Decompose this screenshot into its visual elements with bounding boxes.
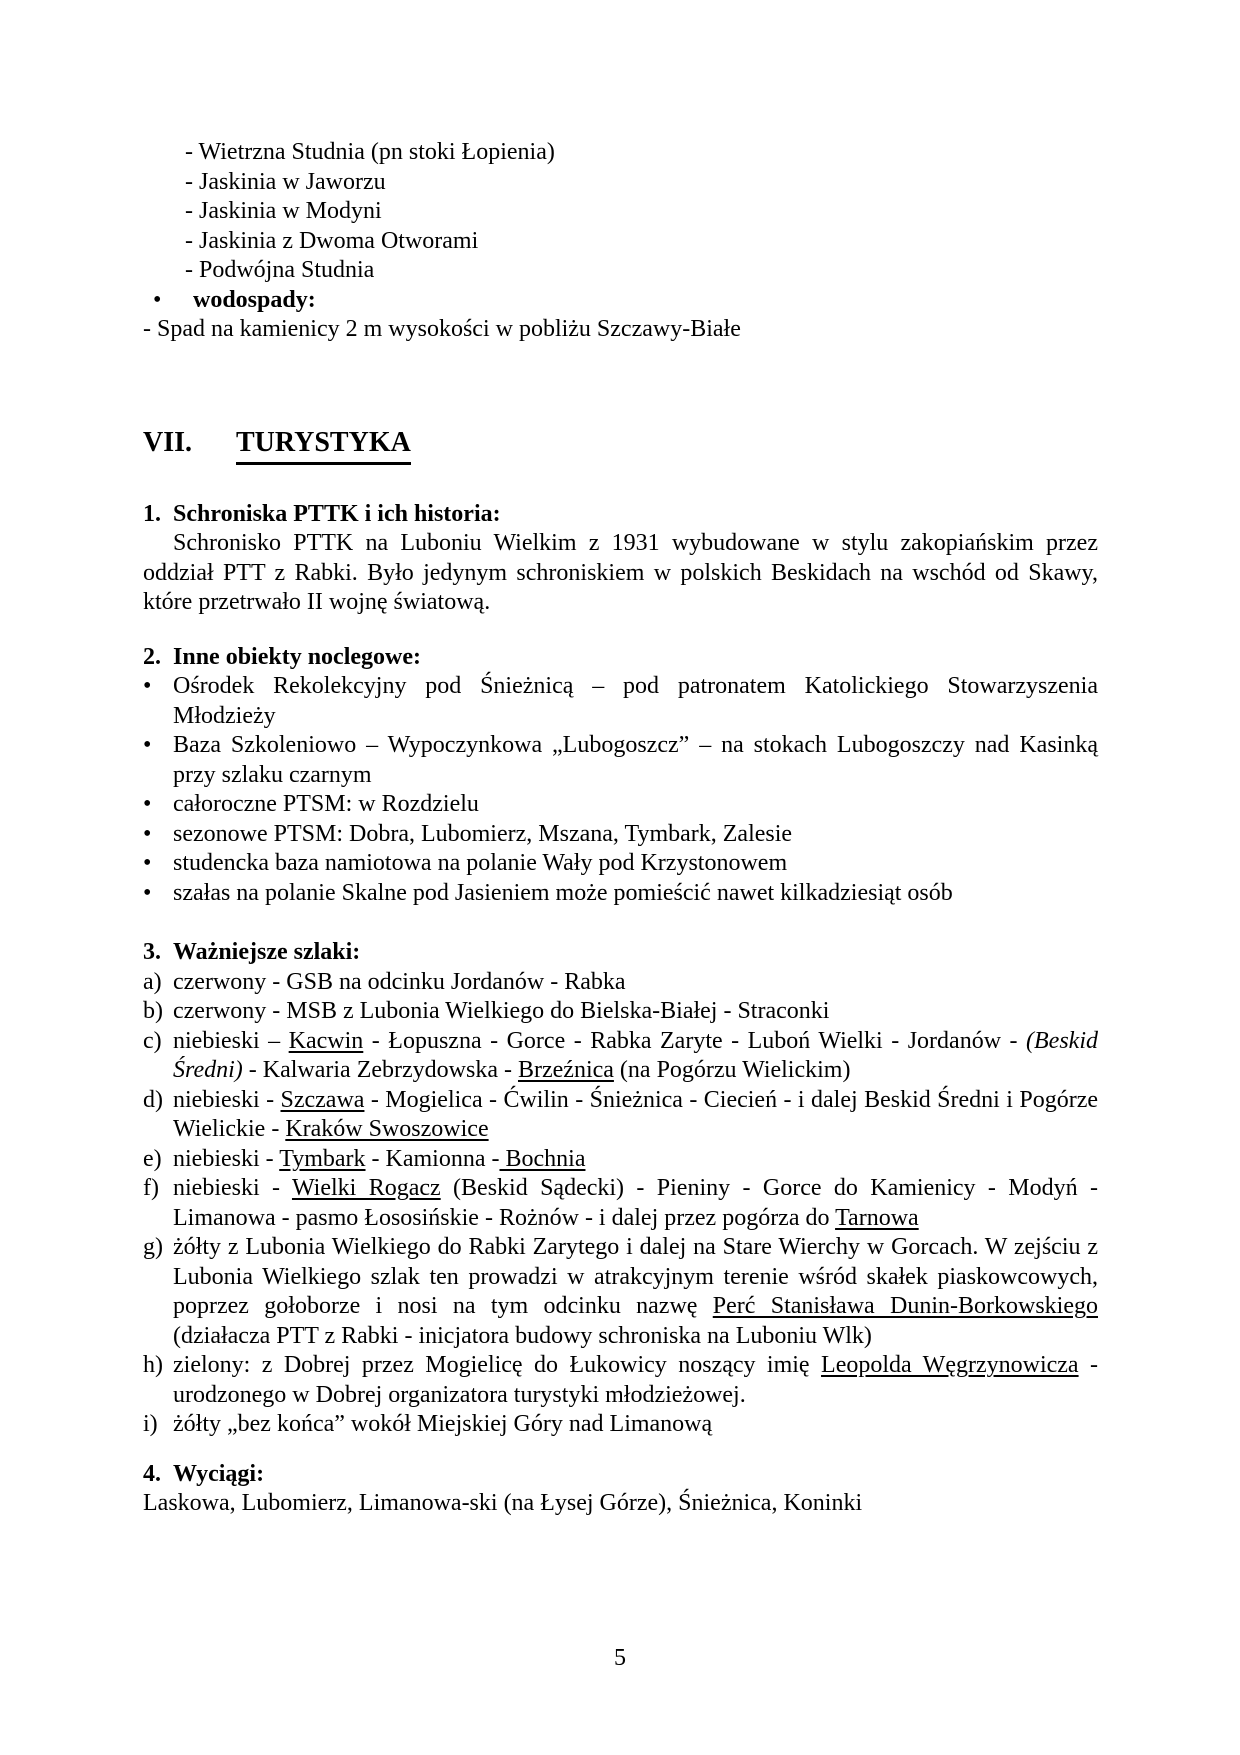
chapter-numeral: VII. xyxy=(143,426,193,458)
lodging-item xyxy=(143,879,1098,909)
trail-label: i) xyxy=(143,1411,158,1437)
lodging-item xyxy=(143,790,1098,820)
trail-label: d) xyxy=(143,1086,163,1113)
lodging-item xyxy=(143,820,1098,850)
trail-item xyxy=(143,1410,1098,1440)
trail-text-part: żółty „bez końca” wokół Miejskiej Góry nad Limanową xyxy=(173,1411,713,1437)
trail-text xyxy=(173,1410,1098,1440)
trail-text-part: Szczawa xyxy=(280,1086,365,1113)
cave-list-item: - Wietrzna Studnia (pn stoki Łopienia) xyxy=(185,139,555,165)
section3-title: Ważniejsze szlaki: xyxy=(173,939,361,965)
trail-text-part: (Beskid Średni) xyxy=(173,1027,1098,1083)
trail-item xyxy=(143,997,1098,1027)
section4-title: Wyciągi: xyxy=(173,1460,265,1487)
trail-text xyxy=(173,968,1098,998)
trail-text-part: - urodzonego w Dobrej organizatora turystyki młodzieżowej. xyxy=(173,1352,1099,1408)
lodging-item xyxy=(143,849,1098,879)
trail-text-part: - Mogielica - Ćwilin - Śnieżnica - Ciecień - i dalej Beskid Średni i Pogórze Wielickie - xyxy=(173,1086,1098,1142)
chapter-heading xyxy=(143,425,1098,465)
trail-item xyxy=(143,1027,1098,1086)
page-number: 5 xyxy=(614,1645,626,1671)
cave-list-item: - Podwójna Studnia xyxy=(185,257,375,283)
trail-item xyxy=(143,1233,1098,1351)
trail-text-part: niebieski – xyxy=(173,1027,289,1054)
trail-text-part: Wielki Rogacz xyxy=(291,1175,441,1201)
lodging-text: szałas na polanie Skalne pod Jasieniem może pomieścić nawet kilkadziesiąt osób xyxy=(173,879,953,906)
trail-text-part: czerwony - GSB na odcinku Jordanów - Rabka xyxy=(173,968,626,995)
trail-text xyxy=(173,997,1098,1027)
cave-list-item: - Jaskinia w Modyni xyxy=(185,198,382,224)
lifts-text: Laskowa, Lubomierz, Limanowa-ski (na Łysej Górze), Śnieżnica, Koninki xyxy=(143,1490,863,1516)
trail-text xyxy=(173,1027,1098,1086)
lodging-text: sezonowe PTSM: Dobra, Lubomierz, Mszana, Tymbark, Zalesie xyxy=(173,820,793,847)
lodging-text: Ośrodek Rekolekcyjny pod Śnieżnicą – pod patronatem Katolickiego Stowarzyszenia Młodzieży xyxy=(173,673,1098,729)
trail-item xyxy=(143,1145,1098,1175)
trail-label: e) xyxy=(143,1145,162,1172)
waterfalls-label: wodospady: xyxy=(193,286,316,313)
trail-item xyxy=(143,1086,1098,1145)
lodging-text: całoroczne PTSM: w Rozdzielu xyxy=(173,791,479,817)
section2-number: 2. xyxy=(143,643,161,670)
trail-label: f) xyxy=(143,1175,159,1201)
section2-title: Inne obiekty noclegowe: xyxy=(173,643,421,670)
trail-text-part: (Beskid Sądecki) - Pieniny - Gorce do Kamienicy - Modyń - Limanowa - pasmo Łososińskie - Rożnów - i dalej przez pogórza do xyxy=(173,1175,1099,1231)
section3-heading xyxy=(143,938,1098,968)
section1-title: Schroniska PTTK i ich historia: xyxy=(173,500,501,527)
trail-text xyxy=(173,1086,1098,1145)
section1-heading xyxy=(143,500,1098,530)
trail-text-part: - Łopuszna - Gorce - Rabka Zaryte - Luboń Wielki - Jordanów - xyxy=(363,1027,1027,1054)
waterfall-detail: - Spad na kamienicy 2 m wysokości w pobliżu Szczawy-Białe xyxy=(143,316,741,342)
trail-text-part: Bochnia xyxy=(499,1145,586,1172)
trail-label: h) xyxy=(143,1352,163,1378)
trail-text-part: zielony: z Dobrej przez Mogielicę do Łukowicy noszący imię xyxy=(173,1352,822,1378)
trail-label: b) xyxy=(143,998,163,1024)
trail-label: c) xyxy=(143,1027,162,1054)
section4-heading xyxy=(143,1460,1098,1490)
chapter-title: TURYSTYKA xyxy=(236,425,411,465)
lodging-item xyxy=(143,672,1098,731)
bullet-icon: • xyxy=(143,791,152,817)
lodging-item xyxy=(143,731,1098,790)
trail-item xyxy=(143,1174,1098,1233)
cave-list xyxy=(185,138,1098,286)
trail-text-part: niebieski - xyxy=(173,1175,292,1201)
section1-number: 1. xyxy=(143,500,161,527)
cave-list-item: - Jaskinia z Dwoma Otworami xyxy=(185,227,479,254)
trail-text-part: niebieski - xyxy=(173,1145,280,1172)
trail-item xyxy=(143,968,1098,998)
section1-paragraph: Schronisko PTTK na Luboniu Wielkim z 1931 wybudowane w stylu zakopiańskim przez oddział PTT z Rabki. Było jedynym schroniskiem w polskich Beskidach na wschód od Skawy, które przetrwało II wojnę światową. xyxy=(143,530,1098,615)
bullet-icon: • xyxy=(143,850,152,876)
lodging-text: Baza Szkoleniowo – Wypoczynkowa „Lubogoszcz” – na stokach Lubogoszczy nad Kasinką przy szlaku czarnym xyxy=(173,732,1098,788)
trail-text xyxy=(173,1145,1098,1175)
trail-text-part: Perć Stanisława Dunin-Borkowskiego xyxy=(712,1293,1098,1319)
trail-text-part: Leopolda Węgrzynowicza xyxy=(821,1352,1079,1378)
bullet-icon: • xyxy=(143,879,152,906)
section3-number: 3. xyxy=(143,939,161,965)
trail-text-part: - Kamionna - xyxy=(365,1145,500,1172)
bullet-icon: • xyxy=(143,820,152,847)
trail-text-part: żółty z Lubonia Wielkiego do Rabki Zarytego i dalej na Stare Wierchy w Gorcach. W zejściu z Lubonia Wielkiego szlak ten prowadzi w atrakcyjnym terenie wśród skałek piaskowcowych, poprzez gołoborze i nosi na tym odcinku nazwę xyxy=(173,1234,1098,1319)
lodging-text: studencka baza namiotowa na polanie Wały pod Krzystonowem xyxy=(173,850,788,876)
bullet-icon: • xyxy=(143,732,152,758)
trail-text-part: - Kalwaria Zebrzydowska - xyxy=(242,1057,518,1083)
bullet-icon: • xyxy=(153,286,162,313)
trail-text-part: Kacwin xyxy=(288,1027,364,1054)
cave-list-item: - Jaskinia w Jaworzu xyxy=(185,168,386,195)
trail-text-part: Tarnowa xyxy=(835,1204,919,1231)
section4-number: 4. xyxy=(143,1460,161,1487)
trail-label: g) xyxy=(143,1234,163,1260)
trail-text xyxy=(173,1233,1098,1351)
trail-text-part: czerwony - MSB z Lubonia Wielkiego do Bielska-Białej - Straconki xyxy=(173,998,830,1024)
trail-text-part: (działacza PTT z Rabki - inicjatora budowy schroniska na Luboniu Wlk) xyxy=(173,1322,872,1349)
bullet-icon: • xyxy=(143,673,152,699)
trail-text-part: niebieski - xyxy=(173,1086,281,1113)
waterfalls-item xyxy=(143,286,1098,316)
trail-text xyxy=(173,1351,1098,1410)
trail-text xyxy=(173,1174,1098,1233)
trail-text-part: Tymbark xyxy=(279,1145,366,1172)
trail-label: a) xyxy=(143,968,162,995)
trail-item xyxy=(143,1351,1098,1410)
trail-text-part: (na Pogórzu Wielickim) xyxy=(613,1057,851,1083)
trail-text-part: Brzeźnica xyxy=(517,1057,614,1083)
section2-heading xyxy=(143,643,1098,673)
trail-text-part: Kraków Swoszowice xyxy=(285,1116,489,1142)
